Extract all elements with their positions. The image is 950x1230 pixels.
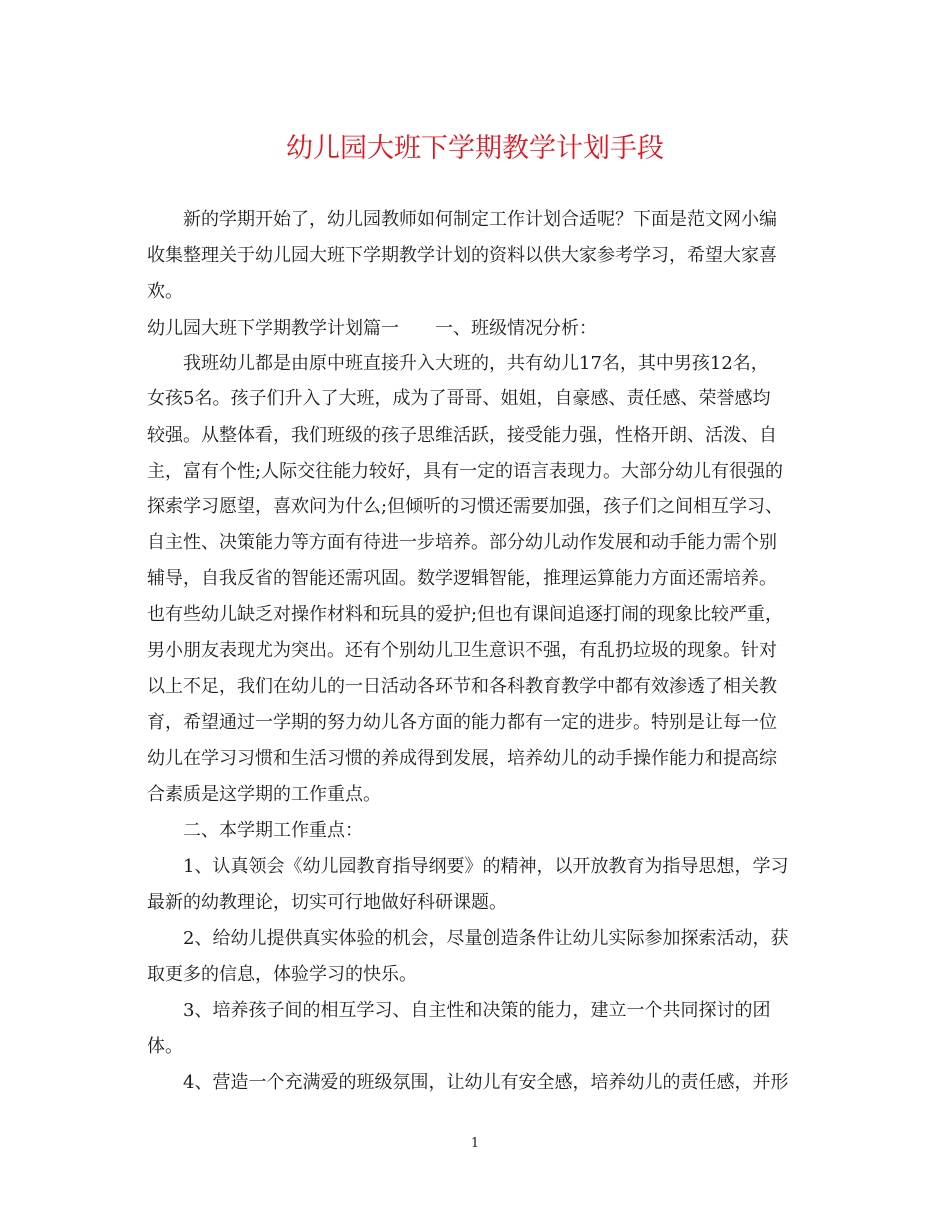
text-line: 男小朋友表现尤为突出。还有个别幼儿卫生意识不强，有乱扔垃圾的现象。针对: [147, 640, 777, 661]
text-line: 较强。从整体看，我们班级的孩子思维活跃，接受能力强，性格开朗、活泼、自: [147, 425, 777, 446]
text-line: 欢。: [147, 281, 183, 302]
text-line: 体。: [147, 1036, 183, 1057]
text-line: 收集整理关于幼儿园大班下学期教学计划的资料以供大家参考学习，希望大家喜: [147, 245, 777, 266]
text-line: 自主性、决策能力等方面有待进一步培养。部分幼儿动作发展和动手能力需个别: [147, 532, 777, 553]
page-number: 1: [470, 1136, 480, 1151]
text-line: 幼儿园大班下学期教学计划篇一 一、班级情况分析：: [147, 318, 597, 339]
text-line: 育，希望通过一学期的努力幼儿各方面的能力都有一定的进步。特别是让每一位: [147, 712, 777, 733]
text-line: 以上不足，我们在幼儿的一日活动各环节和各科教育教学中都有效渗透了相关教: [147, 676, 777, 697]
document-title: 幼儿园大班下学期教学计划手段: [286, 133, 664, 164]
text-line: 2、给幼儿提供真实体验的机会，尽量创造条件让幼儿实际参加探索活动，获: [147, 928, 789, 949]
text-line: 女孩5名。孩子们升入了大班，成为了哥哥、姐姐，自豪感、责任感、荣誉感均: [147, 388, 771, 409]
text-line: 也有些幼儿缺乏对操作材料和玩具的爱护;但也有课间追逐打闹的现象比较严重，: [147, 604, 784, 625]
text-line: 幼儿在学习习惯和生活习惯的养成得到发展，培养幼儿的动手操作能力和提高综: [147, 748, 777, 769]
text-line: 我班幼儿都是由原中班直接升入大班的，共有幼儿17名，其中男孩12名，: [147, 353, 769, 374]
text-line: 合素质是这学期的工作重点。: [147, 784, 381, 805]
text-line: 4、营造一个充满爱的班级氛围，让幼儿有安全感，培养幼儿的责任感，并形: [147, 1072, 789, 1093]
text-line: 主，富有个性;人际交往能力较好，具有一定的语言表现力。大部分幼儿有很强的: [147, 461, 784, 482]
text-line: 1、认真领会《幼儿园教育指导纲要》的精神，以开放教育为指导思想，学习: [147, 856, 789, 877]
text-line: 二、本学期工作重点：: [147, 820, 363, 841]
text-line: 辅导，自我反省的智能还需巩固。数学逻辑智能，推理运算能力方面还需培养。: [147, 568, 777, 589]
text-line: 新的学期开始了，幼儿园教师如何制定工作计划合适呢？下面是范文网小编: [147, 209, 777, 230]
text-line: 取更多的信息，体验学习的快乐。: [147, 964, 417, 985]
text-line: 3、培养孩子间的相互学习、自主性和决策的能力，建立一个共同探讨的团: [147, 1000, 771, 1021]
text-line: 最新的幼教理论，切实可行地做好科研课题。: [147, 892, 507, 913]
text-line: 探索学习愿望，喜欢问为什么;但倾听的习惯还需要加强，孩子们之间相互学习、: [147, 496, 784, 517]
